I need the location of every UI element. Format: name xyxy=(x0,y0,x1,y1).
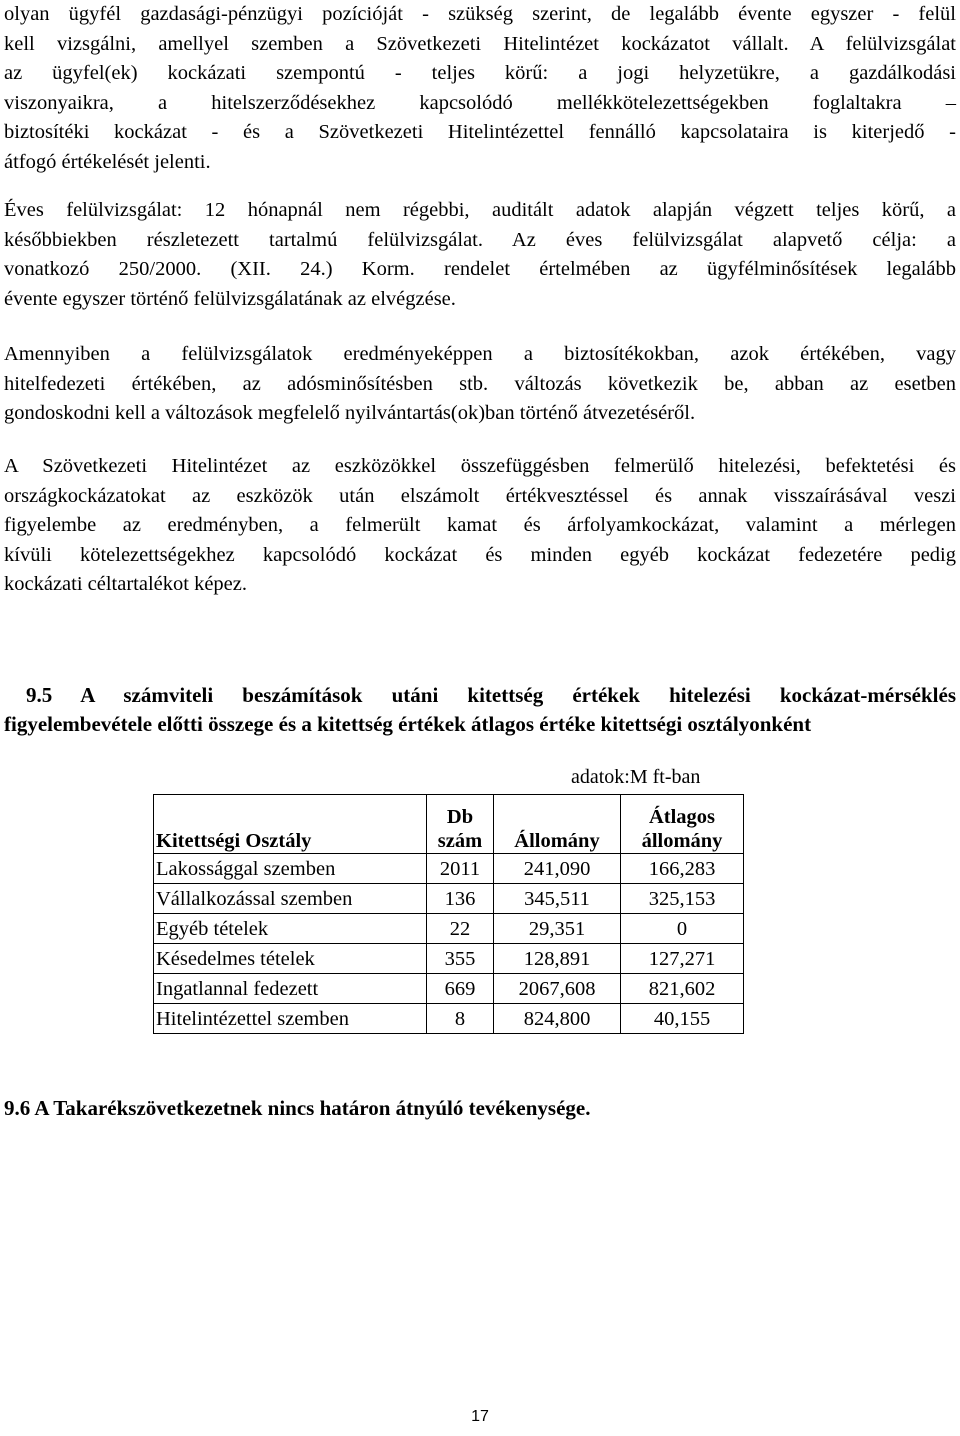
text-line: országkockázatokat az eszközök után elszámolt értékvesztéssel és annak visszaírásával veszi xyxy=(4,484,956,507)
cell-class: Lakossággal szemben xyxy=(154,854,427,884)
header-balance: Állomány xyxy=(494,795,621,854)
text-line: olyan ügyfél gazdasági-pénzügyi pozícióját - szükség szerint, de legalább évente egyszer - felül xyxy=(4,3,956,25)
text-line: figyelembe az eredményben, a felmerült kamat és árfolyamkockázat, valamint a mérlegen xyxy=(4,514,956,536)
cell-class: Hitelintézettel szemben xyxy=(154,1004,427,1034)
cell-class: Egyéb tételek xyxy=(154,914,427,944)
cell-balance: 824,800 xyxy=(494,1004,621,1034)
cell-average: 325,153 xyxy=(621,884,744,914)
table-row xyxy=(154,884,744,914)
table-row xyxy=(154,974,744,1004)
cell-class: Ingatlannal fedezett xyxy=(154,974,427,1004)
exposure-table xyxy=(153,794,744,1034)
unit-label: adatok:M ft-ban xyxy=(571,766,701,788)
text-line: viszonyaikra, a hitelszerződésekhez kapcsolódó mellékkötelezettségekben foglaltakra – xyxy=(4,91,956,114)
table-row xyxy=(154,1004,744,1034)
header-exposure-class: Kitettségi Osztály xyxy=(154,795,427,854)
text-line: vonatkozó 250/2000. (XII. 24.) Korm. rendelet értelmében az ügyfélminősítések legalább xyxy=(4,258,956,280)
heading-line: 9.6 A Takarékszövetkezetnek nincs határon átnyúló tevékenysége. xyxy=(4,1096,591,1120)
cell-count: 8 xyxy=(427,1004,494,1034)
table-row xyxy=(154,944,744,974)
cell-average: 127,271 xyxy=(621,944,744,974)
text-line: kívüli kötelezettségekhez kapcsolódó kockázat és minden egyéb kockázat fedezetére pedig xyxy=(4,543,956,566)
text-line: későbbiekben részletezett tartalmú felülvizsgálat. Az éves felülvizsgálat alapvető célja: a xyxy=(4,228,956,251)
table-row xyxy=(154,854,744,884)
cell-balance: 345,511 xyxy=(494,884,621,914)
text-line: kockázati céltartalékot képez. xyxy=(4,573,248,595)
cell-average: 40,155 xyxy=(621,1004,744,1034)
cell-average: 0 xyxy=(621,914,744,944)
paragraph-changes xyxy=(4,340,956,429)
section-heading-9-5 xyxy=(4,681,956,739)
cell-count: 2011 xyxy=(427,854,494,884)
cell-count: 355 xyxy=(427,944,494,974)
paragraph-annual-review xyxy=(4,196,956,314)
cell-balance: 241,090 xyxy=(494,854,621,884)
text-line: A Szövetkezeti Hitelintézet az eszközökkel összefüggésben felmerülő hitelezési, befektetési és xyxy=(4,455,956,477)
cell-class: Késedelmes tételek xyxy=(154,944,427,974)
heading-line: 9.5 A számviteli beszámítások utáni kitettség értékek hitelezési kockázat-mérséklés xyxy=(26,683,956,707)
cell-count: 669 xyxy=(427,974,494,1004)
cell-balance: 2067,608 xyxy=(494,974,621,1004)
header-count: Db szám xyxy=(427,795,494,854)
paragraph-client-review xyxy=(4,0,956,177)
text-line: átfogó értékelését jelenti. xyxy=(4,150,211,173)
heading-line: figyelembevétele előtti összege és a kitettség értékek átlagos értéke kitettségi osztályonként xyxy=(4,712,812,736)
cell-balance: 128,891 xyxy=(494,944,621,974)
text-line: az ügyfel(ek) kockázati szempontú - teljes körű: a jogi helyzetükre, a gazdálkodási xyxy=(4,62,956,84)
cell-class: Vállalkozással szemben xyxy=(154,884,427,914)
text-line: hitelfedezeti értékében, az adósminősítésben stb. változás következik be, abban az esetben xyxy=(4,372,956,395)
header-average-balance: Átlagos állomány xyxy=(621,795,744,854)
cell-average: 166,283 xyxy=(621,854,744,884)
text-line: kell vizsgálni, amellyel szemben a Szövetkezeti Hitelintézet kockázatot vállalt. A felülvizsgálat xyxy=(4,32,956,55)
cell-count: 136 xyxy=(427,884,494,914)
text-line: gondoskodni kell a változások megfelelő nyilvántartás(ok)ban történő átvezetéséről. xyxy=(4,402,696,424)
table-row xyxy=(154,914,744,944)
text-line: Éves felülvizsgálat: 12 hónapnál nem régebbi, auditált adatok alapján végzett teljes körű, a xyxy=(4,199,956,221)
cell-balance: 29,351 xyxy=(494,914,621,944)
text-line: Amennyiben a felülvizsgálatok eredményeképpen a biztosítékokban, azok értékében, vagy xyxy=(4,343,956,365)
page-number: 17 xyxy=(471,1408,489,1425)
table-header-row xyxy=(154,795,744,854)
text-line: évente egyszer történő felülvizsgálatának az elvégzése. xyxy=(4,287,456,310)
text-line: biztosítéki kockázat - és a Szövetkezeti Hitelintézettel fennálló kapcsolataira is kiterjedő - xyxy=(4,121,956,143)
cell-count: 22 xyxy=(427,914,494,944)
section-heading-9-6 xyxy=(4,1094,956,1123)
paragraph-risk-provisions xyxy=(4,452,956,600)
cell-average: 821,602 xyxy=(621,974,744,1004)
